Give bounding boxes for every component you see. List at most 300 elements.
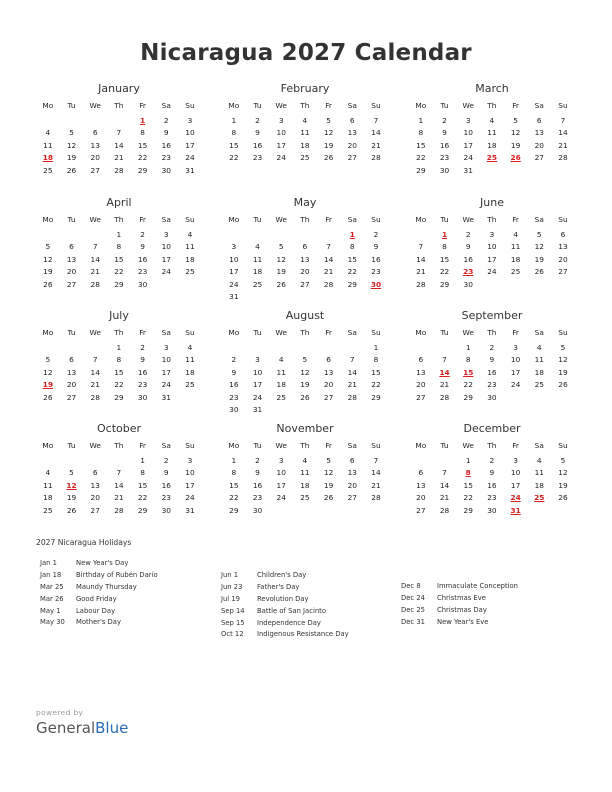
day-cell: 13 <box>534 128 544 137</box>
day-cell: 4 <box>187 342 193 352</box>
month-name: June <box>480 196 504 209</box>
weekday-label: We <box>89 328 101 337</box>
day-cell: 1 <box>140 455 145 465</box>
holiday-name: Immaculate Conception <box>437 582 518 590</box>
day-cell: 11 <box>534 355 544 364</box>
day-cell: 11 <box>43 480 53 490</box>
holiday-item <box>221 594 349 606</box>
day-cell: 7 <box>373 115 379 125</box>
day-cell: 2 <box>255 455 260 465</box>
holiday-name: Birthday of Rubén Darío <box>76 570 158 579</box>
day-cell: 22 <box>137 493 148 502</box>
day-cell: 29 <box>463 392 473 402</box>
week-row <box>409 279 575 292</box>
weekday-label: Th <box>114 441 124 450</box>
day-cell: 15 <box>114 254 124 264</box>
day-cell: 23 <box>371 267 381 276</box>
day-cell: 8 <box>231 468 237 477</box>
day-cell: 16 <box>161 140 171 150</box>
holiday-day-cell: 24 <box>510 493 521 502</box>
day-cell: 12 <box>510 128 521 137</box>
day-cell: 21 <box>439 380 450 389</box>
empty-day-cell <box>246 229 270 242</box>
weekday-label: Fr <box>139 441 146 450</box>
day-cell: 9 <box>442 128 447 137</box>
weekday-label: Mo <box>415 441 427 450</box>
week-row <box>36 505 202 518</box>
day-cell: 20 <box>347 140 357 150</box>
day-cell: 20 <box>534 140 544 150</box>
month-july <box>36 309 202 404</box>
holiday-day-cell: 23 <box>463 267 474 276</box>
holiday-date: Jun 23 <box>221 582 243 591</box>
day-cell: 11 <box>300 468 310 477</box>
weekday-label: Sa <box>347 328 357 337</box>
day-cell: 9 <box>163 468 169 477</box>
day-cell: 31 <box>185 505 195 515</box>
week-row <box>409 455 575 468</box>
generalblue-logo[interactable] <box>36 719 128 737</box>
day-cell: 9 <box>140 355 145 364</box>
day-cell: 7 <box>326 242 331 251</box>
day-cell: 21 <box>114 153 124 162</box>
day-cell: 20 <box>300 267 310 276</box>
day-cell: 7 <box>418 242 424 251</box>
empty-day-cell <box>340 291 364 304</box>
day-cell: 2 <box>163 455 169 465</box>
empty-day-cell <box>154 279 178 292</box>
logo-general: General <box>36 719 96 737</box>
page-title: Nicaragua 2027 Calendar <box>140 40 472 66</box>
day-cell: 22 <box>371 380 381 389</box>
day-cell: 22 <box>439 267 450 276</box>
weekday-label: Tu <box>67 441 76 450</box>
day-cell: 17 <box>161 254 171 264</box>
day-cell: 17 <box>185 140 195 150</box>
weekday-label: Mo <box>42 441 54 450</box>
day-cell: 8 <box>231 128 237 137</box>
weekday-header <box>222 327 388 340</box>
holiday-date: Sep 15 <box>221 618 245 627</box>
empty-day-cell <box>83 342 107 355</box>
day-cell: 11 <box>510 242 521 251</box>
holiday-day-cell: 1 <box>349 229 355 239</box>
empty-day-cell <box>246 291 270 304</box>
day-cell: 9 <box>255 128 260 137</box>
weekday-label: We <box>462 328 474 337</box>
empty-day-cell <box>107 455 131 468</box>
empty-day-cell <box>364 291 388 304</box>
empty-day-cell <box>527 392 551 405</box>
day-cell: 20 <box>347 480 357 490</box>
week-row <box>409 480 575 493</box>
week-row <box>36 127 202 140</box>
day-cell: 10 <box>276 128 286 137</box>
day-cell: 5 <box>326 455 331 465</box>
holiday-day-cell: 25 <box>486 153 498 162</box>
empty-day-cell <box>317 404 341 417</box>
week-row <box>36 266 202 279</box>
day-cell: 4 <box>513 229 518 239</box>
day-cell: 4 <box>302 115 308 125</box>
holiday-item <box>221 629 349 641</box>
holiday-name: Father's Day <box>257 582 300 591</box>
weekday-header <box>222 214 388 227</box>
day-cell: 28 <box>439 505 450 515</box>
weekday-label: Tu <box>253 441 262 450</box>
day-cell: 27 <box>416 392 426 402</box>
empty-day-cell <box>433 342 457 355</box>
week-row <box>222 467 388 480</box>
weekday-label: Th <box>487 441 497 450</box>
day-cell: 20 <box>66 380 77 389</box>
month-september <box>409 309 575 404</box>
day-cell: 30 <box>229 405 239 414</box>
day-cell: 24 <box>229 279 239 289</box>
holiday-date: Mar 26 <box>40 594 64 603</box>
day-cell: 6 <box>69 355 74 364</box>
day-cell: 20 <box>416 380 426 389</box>
day-cell: 13 <box>66 254 77 264</box>
day-cell: 24 <box>487 267 497 276</box>
day-cell: 8 <box>140 128 145 137</box>
day-cell: 13 <box>323 367 334 377</box>
weekday-label: Sa <box>534 101 544 110</box>
day-cell: 18 <box>185 254 195 264</box>
week-row <box>409 379 575 392</box>
month-name: November <box>276 422 334 435</box>
day-cell: 27 <box>558 267 568 276</box>
weekday-label: Tu <box>253 215 262 224</box>
day-cell: 2 <box>465 229 471 239</box>
day-cell: 21 <box>90 380 100 389</box>
holiday-name: Mother's Day <box>76 618 121 627</box>
day-cell: 22 <box>229 493 239 502</box>
weekday-label: Th <box>300 441 310 450</box>
day-cell: 17 <box>276 140 286 150</box>
weekday-header <box>222 440 388 453</box>
day-cell: 11 <box>276 367 286 377</box>
day-cell: 18 <box>487 140 497 150</box>
empty-day-cell <box>269 404 293 417</box>
week-row <box>36 115 202 128</box>
day-cell: 19 <box>510 140 521 150</box>
empty-day-cell <box>317 505 341 518</box>
week-row <box>222 115 388 128</box>
weekday-header <box>222 100 388 113</box>
day-cell: 24 <box>510 380 521 389</box>
day-cell: 9 <box>489 468 495 477</box>
day-cell: 28 <box>90 279 100 289</box>
weekday-label: Fr <box>325 215 332 224</box>
holiday-date: May 30 <box>40 618 65 627</box>
week-row <box>409 367 575 380</box>
day-cell: 28 <box>439 392 450 402</box>
holiday-day-cell: 12 <box>66 480 77 490</box>
month-name: October <box>96 422 142 435</box>
day-cell: 29 <box>416 165 426 175</box>
weekday-label: Su <box>558 101 568 110</box>
day-cell: 21 <box>323 267 334 276</box>
day-cell: 24 <box>161 380 171 389</box>
day-cell: 9 <box>140 242 145 251</box>
day-cell: 5 <box>536 229 542 239</box>
empty-day-cell <box>36 342 60 355</box>
day-cell: 23 <box>487 493 497 502</box>
day-cell: 19 <box>66 153 77 162</box>
weekday-label: Th <box>300 328 310 337</box>
holiday-item <box>221 606 349 618</box>
day-cell: 29 <box>114 279 124 289</box>
day-cell: 14 <box>371 468 381 477</box>
empty-day-cell <box>433 455 457 468</box>
weekday-label: Mo <box>228 101 240 110</box>
day-cell: 6 <box>560 229 566 239</box>
day-cell: 10 <box>185 468 195 477</box>
day-cell: 31 <box>229 292 239 301</box>
empty-day-cell <box>340 404 364 417</box>
holiday-name: New Year's Day <box>76 559 129 567</box>
week-row <box>36 480 202 493</box>
weekday-label: Tu <box>253 101 262 110</box>
week-row <box>36 455 202 468</box>
day-cell: 30 <box>463 279 473 289</box>
day-cell: 6 <box>326 355 331 364</box>
empty-day-cell <box>178 279 202 292</box>
day-cell: 28 <box>371 493 381 502</box>
day-cell: 3 <box>187 115 193 125</box>
day-cell: 10 <box>487 242 497 251</box>
holiday-day-cell: 31 <box>510 505 521 515</box>
month-name: September <box>461 309 523 322</box>
day-cell: 10 <box>229 254 239 264</box>
day-cell: 5 <box>302 355 308 364</box>
week-row <box>222 152 388 165</box>
day-cell: 17 <box>185 480 195 490</box>
day-cell: 13 <box>90 480 100 490</box>
weekday-label: Su <box>371 328 381 337</box>
holiday-column <box>221 570 349 641</box>
weekday-label: Fr <box>512 441 519 450</box>
day-cell: 17 <box>463 140 473 150</box>
day-cell: 27 <box>66 279 77 289</box>
day-cell: 14 <box>90 254 100 264</box>
day-cell: 27 <box>347 493 357 502</box>
weekday-label: Sa <box>161 441 171 450</box>
day-cell: 25 <box>185 380 195 389</box>
day-cell: 18 <box>300 480 310 490</box>
weekday-label: Th <box>487 328 497 337</box>
day-cell: 29 <box>137 505 148 515</box>
empty-day-cell <box>269 505 293 518</box>
weekday-label: We <box>275 101 287 110</box>
day-cell: 24 <box>161 267 171 276</box>
day-cell: 28 <box>114 505 124 515</box>
week-row <box>222 229 388 242</box>
weekday-label: Mo <box>228 215 240 224</box>
day-cell: 9 <box>465 242 471 251</box>
day-cell: 9 <box>373 242 379 251</box>
empty-day-cell <box>409 455 433 468</box>
weekday-label: Sa <box>534 215 544 224</box>
day-cell: 17 <box>510 367 521 377</box>
holiday-date: Jan 18 <box>40 570 62 579</box>
day-cell: 13 <box>416 367 426 377</box>
empty-day-cell <box>551 279 575 292</box>
day-cell: 5 <box>560 455 566 465</box>
day-cell: 26 <box>300 392 310 402</box>
week-row <box>222 404 388 417</box>
day-cell: 25 <box>276 392 286 402</box>
month-march <box>409 82 575 177</box>
weekday-label: Sa <box>161 328 171 337</box>
empty-day-cell <box>36 455 60 468</box>
day-cell: 20 <box>323 380 334 389</box>
weekday-label: Su <box>371 101 381 110</box>
week-row <box>409 229 575 242</box>
holiday-name: Independence Day <box>257 618 321 627</box>
weekday-label: Fr <box>139 215 146 224</box>
day-cell: 31 <box>252 405 263 414</box>
weekday-label: Su <box>371 215 381 224</box>
day-cell: 2 <box>231 355 237 364</box>
day-cell: 1 <box>116 342 122 352</box>
day-cell: 27 <box>66 392 77 402</box>
empty-day-cell <box>293 291 317 304</box>
day-cell: 18 <box>276 380 286 389</box>
day-cell: 18 <box>185 367 195 377</box>
day-cell: 2 <box>255 115 260 125</box>
day-cell: 7 <box>373 455 379 465</box>
weekday-label: Mo <box>415 215 427 224</box>
weekday-header <box>409 100 575 113</box>
weekday-header <box>36 214 202 227</box>
day-cell: 21 <box>558 140 568 150</box>
weekday-label: Su <box>371 441 381 450</box>
day-cell: 13 <box>90 140 100 150</box>
empty-day-cell <box>364 404 388 417</box>
day-cell: 15 <box>114 367 124 377</box>
day-cell: 20 <box>90 493 100 502</box>
day-cell: 22 <box>463 380 473 389</box>
day-cell: 16 <box>137 367 148 377</box>
day-cell: 5 <box>69 128 74 137</box>
day-cell: 1 <box>373 342 379 352</box>
week-row <box>36 492 202 505</box>
empty-day-cell <box>527 505 551 518</box>
day-cell: 10 <box>463 128 473 137</box>
day-cell: 15 <box>229 140 239 150</box>
month-december <box>409 422 575 517</box>
day-cell: 21 <box>90 267 100 276</box>
day-cell: 1 <box>231 455 237 465</box>
day-cell: 6 <box>349 115 355 125</box>
week-row <box>409 140 575 153</box>
day-cell: 2 <box>140 229 145 239</box>
holiday-day-cell: 26 <box>510 153 521 162</box>
weekday-label: Tu <box>440 441 449 450</box>
day-cell: 30 <box>487 392 497 402</box>
empty-day-cell <box>107 115 131 128</box>
day-cell: 6 <box>349 455 355 465</box>
empty-day-cell <box>269 229 293 242</box>
holiday-item <box>401 605 518 617</box>
week-row <box>36 354 202 367</box>
day-cell: 22 <box>114 380 124 389</box>
empty-day-cell <box>527 279 551 292</box>
day-cell: 16 <box>229 380 239 389</box>
day-cell: 7 <box>116 468 122 477</box>
month-august <box>222 309 388 417</box>
day-cell: 15 <box>347 254 357 264</box>
empty-day-cell <box>60 455 84 468</box>
day-cell: 18 <box>510 254 521 264</box>
day-cell: 29 <box>371 392 381 402</box>
weekday-label: Tu <box>440 328 449 337</box>
holiday-date: Dec 24 <box>401 593 425 602</box>
day-cell: 17 <box>276 480 286 490</box>
day-cell: 24 <box>185 493 195 502</box>
day-cell: 7 <box>92 242 98 251</box>
week-row <box>222 266 388 279</box>
holiday-column <box>401 581 518 629</box>
day-cell: 27 <box>90 505 100 515</box>
empty-day-cell <box>504 392 528 405</box>
weekday-label: Fr <box>325 441 332 450</box>
month-june <box>409 196 575 291</box>
day-cell: 20 <box>416 493 426 502</box>
empty-day-cell <box>60 342 84 355</box>
weekday-label: Sa <box>161 215 171 224</box>
day-cell: 30 <box>161 165 171 175</box>
weekday-label: Th <box>114 328 124 337</box>
day-cell: 19 <box>300 380 310 389</box>
holiday-name: Christmas Day <box>437 605 487 614</box>
weekday-label: Mo <box>228 441 240 450</box>
empty-day-cell <box>36 115 60 128</box>
day-cell: 12 <box>276 254 286 264</box>
holiday-name: Battle of San Jacinto <box>257 606 326 615</box>
day-cell: 29 <box>439 279 450 289</box>
weekday-label: Mo <box>228 328 240 337</box>
week-row <box>409 115 575 128</box>
day-cell: 28 <box>347 392 357 402</box>
weekday-label: Th <box>300 215 310 224</box>
week-row <box>222 291 388 304</box>
month-name: February <box>280 82 330 95</box>
empty-day-cell <box>504 165 528 178</box>
week-row <box>409 392 575 405</box>
week-row <box>36 342 202 355</box>
day-cell: 21 <box>439 493 450 502</box>
week-row <box>222 367 388 380</box>
day-cell: 4 <box>278 355 284 364</box>
day-cell: 12 <box>66 140 77 150</box>
week-row <box>36 279 202 292</box>
weekday-label: Fr <box>139 328 146 337</box>
day-cell: 23 <box>439 153 450 162</box>
month-january <box>36 82 202 177</box>
weekday-label: Th <box>487 101 497 110</box>
day-cell: 12 <box>323 128 334 137</box>
weekday-label: Mo <box>42 215 54 224</box>
day-cell: 19 <box>558 480 568 490</box>
day-cell: 11 <box>252 254 263 264</box>
week-row <box>222 492 388 505</box>
weekday-label: Su <box>185 328 195 337</box>
day-cell: 7 <box>560 115 566 125</box>
day-cell: 29 <box>229 505 239 515</box>
